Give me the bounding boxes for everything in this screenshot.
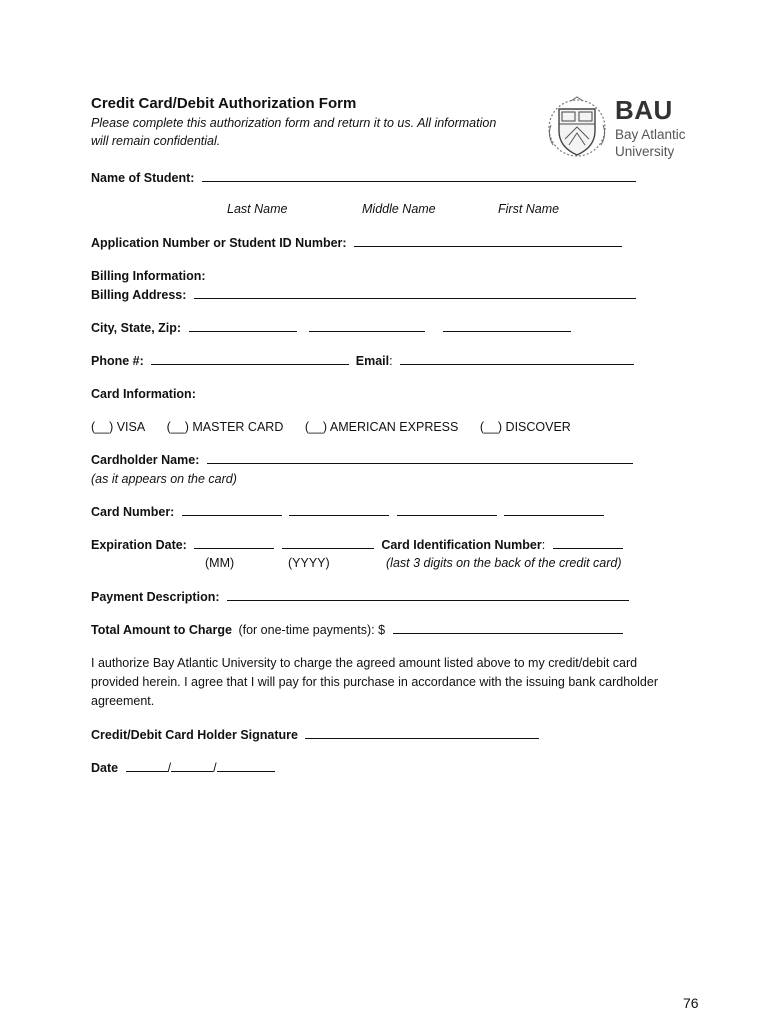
card-option-visa[interactable]: (__) VISA [91,420,146,434]
logo-line-2: University [615,144,675,159]
sub-last-name: Last Name [227,202,288,216]
card-number-group-3[interactable] [397,504,497,516]
date-row [91,760,275,776]
university-crest-icon [545,95,609,161]
signature-row [91,727,539,743]
email-label: Email [355,354,390,368]
email-field[interactable] [400,353,634,365]
sub-first-name: First Name [498,202,560,216]
expiration-label: Expiration Date: [91,538,187,552]
cardholder-name-row [91,452,633,468]
application-number-field[interactable] [354,235,622,247]
card-number-label: Card Number: [91,505,175,519]
billing-address-row [91,287,636,303]
form-intro [91,114,531,150]
total-amount-field[interactable] [393,622,623,634]
billing-address-label: Billing Address: [91,288,187,302]
total-amount-label: Total Amount to Charge [91,623,232,637]
card-number-group-4[interactable] [504,504,604,516]
email-colon: : [389,354,393,368]
cid-field[interactable] [553,537,623,549]
card-option-amex[interactable]: (__) AMERICAN EXPRESS [304,420,459,434]
sub-yyyy: (YYYY) [288,556,330,570]
expiration-month-field[interactable] [194,537,274,549]
expiration-row [91,537,623,553]
payment-description-row [91,589,629,605]
card-info-heading: Card Information: [91,387,196,401]
cid-label: Card Identification Number [381,538,542,552]
card-number-group-2[interactable] [289,504,389,516]
payment-description-field[interactable] [227,589,629,601]
student-name-row [91,170,636,186]
city-state-zip-row [91,320,571,336]
cardholder-name-label: Cardholder Name: [91,453,200,467]
billing-heading: Billing Information: [91,269,206,283]
authorization-line-3: agreement. [91,694,155,708]
sub-mm: (MM) [205,556,235,570]
zip-field[interactable] [443,320,571,332]
cardholder-name-note: (as it appears on the card) [91,472,237,486]
application-number-label: Application Number or Student ID Number: [91,236,347,250]
intro-line-2: will remain confidential. [91,134,221,148]
phone-email-row [91,353,634,369]
application-number-row [91,235,622,251]
billing-address-field[interactable] [194,287,636,299]
date-year-field[interactable] [217,760,275,772]
state-field[interactable] [309,320,425,332]
card-option-mastercard[interactable]: (__) MASTER CARD [166,420,284,434]
cardholder-name-field[interactable] [207,452,633,464]
signature-label: Credit/Debit Card Holder Signature [91,728,298,742]
authorization-line-1: I authorize Bay Atlantic University to charge the agreed amount listed above to my credit/debit card [91,656,638,670]
university-logo [545,95,695,161]
authorization-line-2: provided herein. I agree that I will pay for this purchase in accordance with the issuing bank cardholder [91,675,658,689]
total-amount-row [91,622,623,638]
intro-line-1: Please complete this authorization form and return it to us. All information [91,116,497,130]
authorization-paragraph [91,654,696,711]
phone-field[interactable] [151,353,349,365]
logo-abbreviation: BAU [615,95,673,125]
date-separator-1: / [167,761,172,775]
city-state-zip-label: City, State, Zip: [91,321,182,335]
cid-colon: : [541,538,546,552]
signature-field[interactable] [305,727,539,739]
date-month-field[interactable] [126,760,168,772]
card-option-discover[interactable]: (__) DISCOVER [479,420,571,434]
logo-line-1: Bay Atlantic [615,127,686,142]
page-number: 76 [683,995,699,1011]
date-label: Date [91,761,119,775]
card-type-options [91,419,589,435]
cid-note: (last 3 digits on the back of the credit card) [386,556,622,570]
logo-university-name [615,126,686,160]
card-number-row [91,504,604,520]
form-title: Credit Card/Debit Authorization Form [91,95,357,112]
total-amount-note: (for one-time payments): $ [238,623,386,637]
payment-description-label: Payment Description: [91,590,220,604]
phone-label: Phone #: [91,354,144,368]
student-name-field[interactable] [202,170,636,182]
date-separator-2: / [213,761,217,775]
sub-middle-name: Middle Name [362,202,436,216]
card-number-group-1[interactable] [182,504,282,516]
expiration-year-field[interactable] [282,537,374,549]
date-day-field[interactable] [171,760,213,772]
city-field[interactable] [189,320,297,332]
student-name-label: Name of Student: [91,171,195,185]
